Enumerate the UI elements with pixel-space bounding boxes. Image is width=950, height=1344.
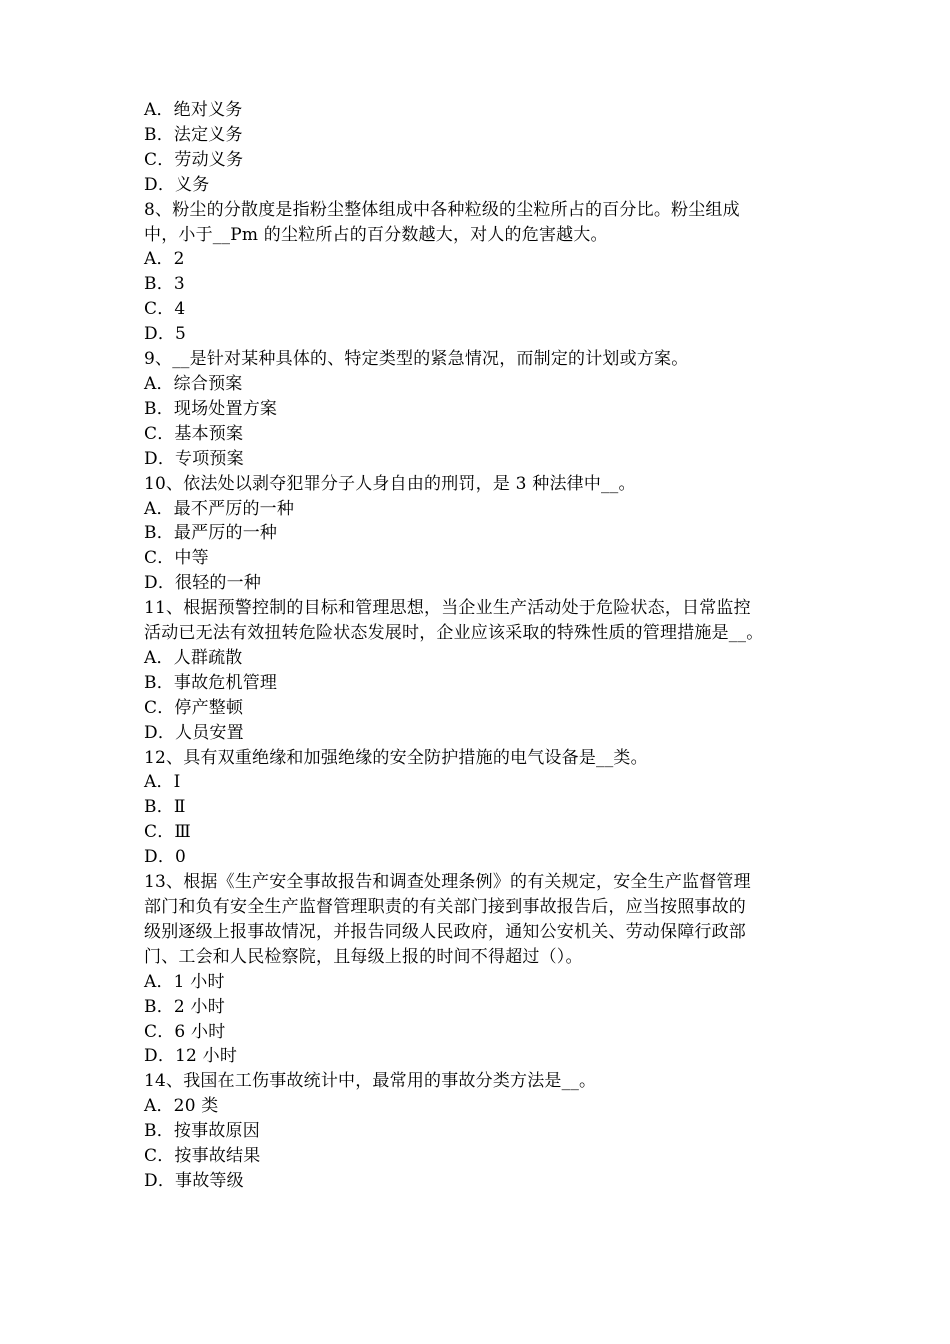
answer-option: D．12 小时 xyxy=(144,1046,238,1067)
question-line: 8、粉尘的分散度是指粉尘整体组成中各种粒级的尘粒所占的百分比。粉尘组成 xyxy=(144,199,740,220)
answer-option: C．基本预案 xyxy=(144,423,244,444)
question-line: 9、__是针对某种具体的、特定类型的紧急情况，而制定的计划或方案。 xyxy=(144,349,689,370)
document-page xyxy=(144,98,816,1194)
answer-option: A．1 小时 xyxy=(144,971,225,992)
answer-option: B．事故危机管理 xyxy=(144,672,278,693)
question-text xyxy=(144,198,816,248)
question-text xyxy=(144,472,816,497)
question-text xyxy=(144,746,816,771)
answer-option: C．4 xyxy=(144,299,186,320)
answer-option: B．法定义务 xyxy=(144,124,243,145)
answer-option: C．按事故结果 xyxy=(144,1146,261,1167)
answer-option: C．Ⅲ xyxy=(144,822,192,843)
question-line: 活动已无法有效扭转危险状态发展时，企业应该采取的特殊性质的管理措施是__。 xyxy=(144,623,764,644)
answer-option: A．20 类 xyxy=(144,1096,219,1117)
answer-option: A．人群疏散 xyxy=(144,647,243,668)
answer-option: A．综合预案 xyxy=(144,373,243,394)
answer-option: A．Ⅰ xyxy=(144,772,181,793)
question-line: 13、根据《生产安全事故报告和调查处理条例》的有关规定，安全生产监督管理 xyxy=(144,872,751,893)
question-text xyxy=(144,347,816,372)
answer-option: B．3 xyxy=(144,274,185,295)
answer-option: C．6 小时 xyxy=(144,1021,226,1042)
question-line: 中，小于__Pm 的尘粒所占的百分数越大，对人的危害越大。 xyxy=(144,224,608,245)
question-text xyxy=(144,870,816,970)
answer-option: D．专项预案 xyxy=(144,448,244,469)
question-line: 级别逐级上报事故情况，并报告同级人民政府，通知公安机关、劳动保障行政部 xyxy=(144,921,746,942)
answer-option: D．事故等级 xyxy=(144,1170,244,1191)
question-line: 11、根据预警控制的目标和管理思想，当企业生产活动处于危险状态，日常监控 xyxy=(144,598,751,619)
answer-option: B．2 小时 xyxy=(144,996,225,1017)
question-line: 12、具有双重绝缘和加强绝缘的安全防护措施的电气设备是__类。 xyxy=(144,747,648,768)
answer-option: B．现场处置方案 xyxy=(144,398,278,419)
question-line: 部门和负有安全生产监督管理职责的有关部门接到事故报告后，应当按照事故的 xyxy=(144,897,746,917)
answer-option: A．2 xyxy=(144,249,185,270)
question-line: 10、依法处以剥夺犯罪分子人身自由的刑罚，是 3 种法律中__。 xyxy=(144,473,636,494)
answer-option: B．最严厉的一种 xyxy=(144,523,278,544)
answer-option: D．人员安置 xyxy=(144,722,244,743)
answer-option: D．0 xyxy=(144,847,187,868)
answer-option: D．5 xyxy=(144,324,187,345)
answer-option: C．停产整顿 xyxy=(144,697,244,718)
question-text xyxy=(144,596,816,646)
answer-option: A．绝对义务 xyxy=(144,100,243,120)
answer-option: B．按事故原因 xyxy=(144,1121,260,1142)
question-line: 14、我国在工伤事故统计中，最常用的事故分类方法是__。 xyxy=(144,1071,597,1092)
answer-option: A．最不严厉的一种 xyxy=(144,498,295,519)
answer-option: C．劳动义务 xyxy=(144,149,244,170)
question-text xyxy=(144,1069,816,1094)
answer-option: D．义务 xyxy=(144,174,210,195)
answer-option: D．很轻的一种 xyxy=(144,573,262,594)
question-line: 门、工会和人民检察院，且每级上报的时间不得超过（）。 xyxy=(144,946,583,967)
answer-option: B．Ⅱ xyxy=(144,797,186,818)
answer-option: C．中等 xyxy=(144,548,209,569)
